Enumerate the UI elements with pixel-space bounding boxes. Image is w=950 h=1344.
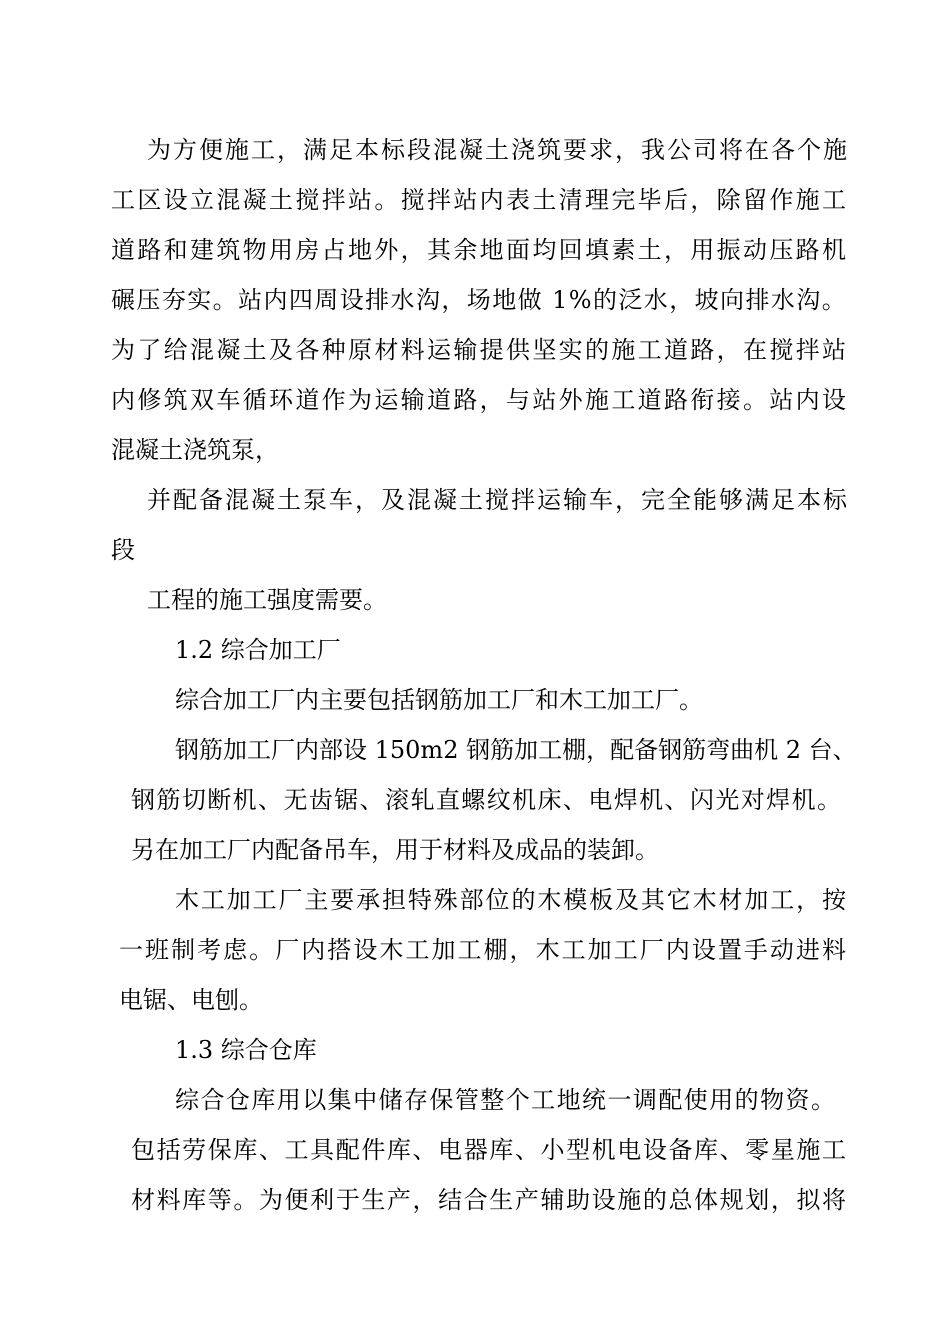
text-line: 并配备混凝土泵车，及混凝土搅拌运输车，完全能够满足本标 [147, 486, 849, 514]
text-line: 材料库等。为便利于生产，结合生产辅助设施的总体规划，拟将 [131, 1186, 848, 1214]
text-line: 内修筑双车循环道作为运输道路，与站外施工道路衔接。站内设 [111, 386, 849, 414]
text-line: 工程的施工强度需要。 [147, 586, 387, 614]
text-line: 段 [111, 536, 135, 564]
section-heading: 1.2 综合加工厂 [175, 636, 341, 664]
text-line: 钢筋加工厂内部设 150m2 钢筋加工棚，配备钢筋弯曲机 2 台、 [175, 736, 857, 764]
text-line: 包括劳保库、工具配件库、电器库、小型机电设备库、零星施工 [131, 1136, 848, 1164]
text-line: 钢筋切断机、无齿锯、滚轧直螺纹机床、电焊机、闪光对焊机。 [131, 786, 843, 814]
text-line: 混凝土浇筑泵， [111, 436, 279, 464]
text-line: 综合仓库用以集中储存保管整个工地统一调配使用的物资。 [175, 1086, 837, 1114]
text-line: 另在加工厂内配备吊车，用于材料及成品的装卸。 [131, 836, 659, 864]
text-line: 综合加工厂内主要包括钢筋加工厂和木工加工厂。 [175, 686, 703, 714]
text-line: 木工加工厂主要承担特殊部位的木模板及其它木材加工，按 [175, 886, 848, 914]
text-line: 工区设立混凝土搅拌站。搅拌站内表土清理完毕后，除留作施工 [111, 186, 849, 214]
text-line: 为方便施工，满足本标段混凝土浇筑要求，我公司将在各个施 [147, 136, 849, 164]
text-line: 为了给混凝土及各种原材料运输提供坚实的施工道路，在搅拌站 [111, 336, 849, 364]
text-line: 一班制考虑。厂内搭设木工加工棚，木工加工厂内设置手动进料 [119, 936, 849, 964]
text-line: 电锯、电刨。 [119, 986, 263, 1014]
section-heading: 1.3 综合仓库 [175, 1036, 317, 1064]
text-line: 碾压夯实。站内四周设排水沟，场地做 1%的泛水，坡向排水沟。 [111, 286, 848, 314]
text-line: 道路和建筑物用房占地外，其余地面均回填素土，用振动压路机 [111, 236, 849, 264]
